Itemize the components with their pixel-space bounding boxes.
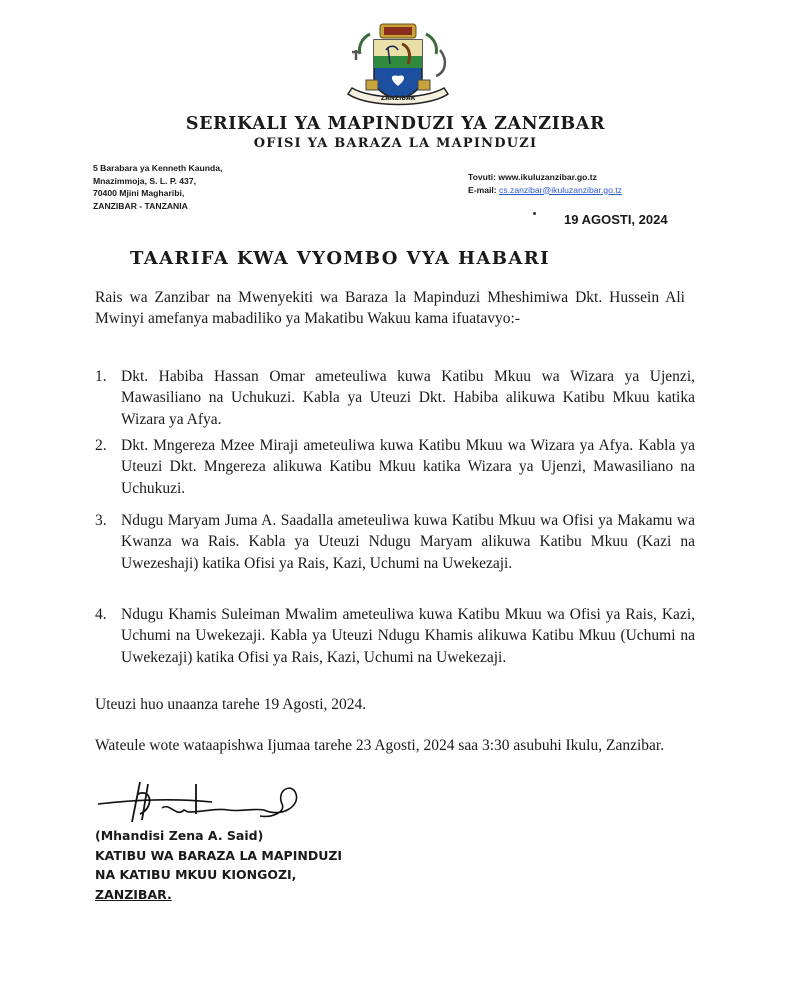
document-title: TAARIFA KWA VYOMBO VYA HABARI: [130, 248, 550, 269]
zanzibar-coat-of-arms-icon: [338, 20, 458, 112]
postal-address: [93, 162, 222, 212]
signatory-location: ZANZIBAR.: [95, 886, 172, 902]
address-line: ZANZIBAR - TANZANIA: [93, 200, 188, 211]
handwritten-signature: [92, 778, 312, 826]
intro-paragraph: Rais wa Zanzibar na Mwenyekiti wa Baraza la Mapinduzi Mheshimiwa Dkt. Hussein Ali Mwinyi amefanya mabadiliko ya Makatibu Wakuu kama ifuatavyo:-: [95, 289, 685, 328]
government-heading: SERIKALI YA MAPINDUZI YA ZANZIBAR: [185, 114, 606, 134]
website-link[interactable]: www.ikuluzanzibar.go.tz: [498, 172, 597, 182]
email-label: E-mail:: [468, 184, 497, 195]
release-date: 19 AGOSTI, 2024: [564, 212, 668, 227]
contact-details: [468, 171, 622, 196]
signatory-title: KATIBU WA BARAZA LA MAPINDUZI: [95, 847, 343, 863]
signatory-name: (Mhandisi Zena A. Said): [95, 828, 264, 843]
stray-mark: [533, 212, 536, 215]
list-item-number: 4.: [95, 606, 107, 623]
signatory-block: [95, 826, 342, 904]
email-link[interactable]: cs.zanzibar@ikuluzanzibar.go.tz: [499, 184, 622, 195]
effective-date-paragraph: Uteuzi huo unaanza tarehe 19 Agosti, 2024.: [95, 696, 367, 713]
svg-text:ZANZIBAR: ZANZIBAR: [380, 95, 416, 102]
list-item-number: 2.: [95, 437, 107, 454]
address-line: Mnazimmoja, S. L. P. 437,: [93, 175, 197, 186]
swearing-in-paragraph: Wateule wote wataapishwa Ijumaa tarehe 23 Agosti, 2024 saa 3:30 asubuhi Ikulu, Zanzibar.: [95, 737, 665, 754]
list-item-number: 3.: [95, 512, 107, 529]
list-item-text: Ndugu Khamis Suleiman Mwalim ameteuliwa kuwa Katibu Mkuu wa Ofisi ya Rais, Kazi, Uchumi na Uwekezaji. Kabla ya Uteuzi Ndugu Khamis alikuwa Katibu Mkuu (Uchumi na Uwekezaji) katika Ofisi ya Rais, Kazi, Uchumi na Uwekezaji.: [121, 606, 695, 666]
list-item-text: Ndugu Maryam Juma A. Saadalla ameteuliwa kuwa Katibu Mkuu wa Ofisi ya Makamu wa Kwanza wa Rais. Kabla ya Uteuzi Ndugu Maryam alikuwa Katibu Mkuu (Kazi na Uwezeshaji) katika Ofisi ya Rais, Kazi, Uchumi na Uwekezaji.: [121, 512, 695, 572]
list-item-number: 1.: [95, 368, 107, 385]
list-item-text: Dkt. Mngereza Mzee Miraji ameteuliwa kuwa Katibu Mkuu wa Wizara ya Afya. Kabla ya Uteuzi Dkt. Mngereza alikuwa Katibu Mkuu katika Wizara ya Ujenzi, Mawasiliano na Uchukuzi.: [121, 437, 695, 497]
office-heading: OFISI YA BARAZA LA MAPINDUZI: [253, 136, 538, 151]
list-item-text: Dkt. Habiba Hassan Omar ameteuliwa kuwa Katibu Mkuu wa Wizara ya Ujenzi, Mawasiliano na Uchukuzi. Kabla ya Uteuzi Dkt. Habiba alikuwa Katibu Mkuu katika Wizara ya Afya.: [121, 368, 695, 428]
address-line: 5 Barabara ya Kenneth Kaunda,: [93, 163, 223, 173]
signatory-title: NA KATIBU MKUU KIONGOZI,: [95, 867, 297, 882]
address-line: 70400 Mjini Magharibi,: [93, 188, 185, 198]
website-label: Tovuti:: [468, 172, 497, 182]
